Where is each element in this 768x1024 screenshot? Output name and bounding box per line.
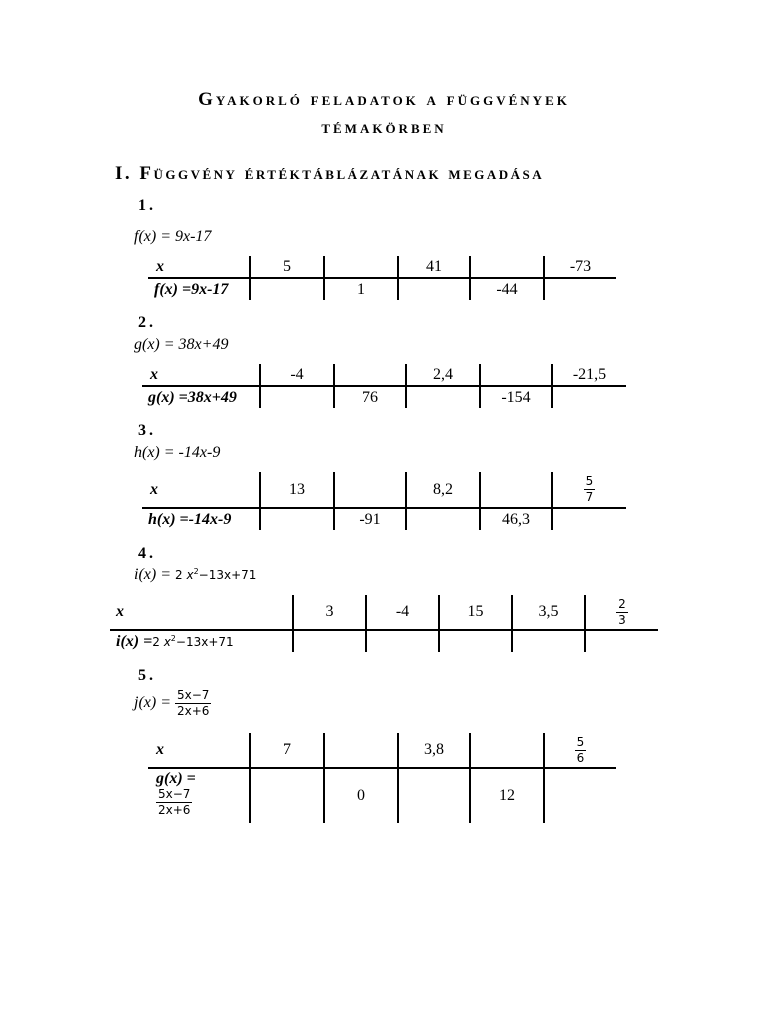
task-5-x-cell: 7: [250, 733, 324, 768]
formula-rest: −13x+71: [175, 634, 234, 649]
task-2-number: 2.: [138, 314, 156, 331]
task-4-f-cell: [293, 630, 366, 652]
task-1-f-cell: 1: [324, 278, 398, 300]
page-title: Gyakorló feladatok a függvények: [198, 89, 570, 110]
formula-rest: −13x+71: [198, 568, 257, 582]
task-2-x-cell: 2,4: [406, 364, 480, 386]
task-1-f-label: f(x) =9x-17: [154, 280, 229, 298]
task-1-value-table: [148, 256, 616, 300]
task-3-x-cell-fraction: [552, 472, 626, 508]
fraction-numerator: 2: [618, 596, 626, 611]
task-4-x-label: x: [110, 595, 293, 630]
task-3-f-cell: 46,3: [480, 508, 552, 530]
formula-var: x: [163, 634, 171, 649]
task-2-f-cell: [406, 386, 480, 408]
task-3-f-label: h(x) =-14x-9: [148, 510, 232, 528]
task-4-formula-prefix: i(x) =: [134, 566, 175, 583]
task-3-x-label: x: [142, 472, 260, 508]
task-4-number: 4.: [138, 545, 156, 562]
fraction-denominator: 2x+6: [158, 803, 191, 817]
task-1-formula: f(x) = 9x-17: [134, 228, 212, 245]
task-5-f-cell: 12: [470, 768, 544, 823]
task-3-f-cell: -91: [334, 508, 406, 530]
task-4-formula-math: [175, 568, 256, 582]
fraction-numerator: 5: [576, 734, 585, 749]
task-3-x-cell: [480, 472, 552, 508]
task-4-f-label: [110, 630, 293, 652]
task-4-f-cell: [512, 630, 585, 652]
task-4-f-cell: [585, 630, 658, 652]
task-2-x-cell: [480, 364, 552, 386]
task-3-x-cell: 13: [260, 472, 334, 508]
task-4-f-cell: [366, 630, 439, 652]
fraction-denominator: 3: [618, 612, 626, 627]
task-1-x-cell: 5: [250, 256, 324, 278]
task-5-f-cell: [544, 768, 616, 823]
fraction-numerator: 5x−7: [177, 688, 210, 702]
task-4-x-cell: -4: [366, 595, 439, 630]
task-2-f-label: g(x) =38x+49: [148, 388, 237, 406]
task-5-f-cell: [398, 768, 470, 823]
task-3-number: 3.: [138, 422, 156, 439]
task-2-f-cell: 76: [334, 386, 406, 408]
fraction-denominator: 7: [585, 490, 594, 504]
task-4-x-cell: 3,5: [512, 595, 585, 630]
task-1-x-cell: 41: [398, 256, 470, 278]
task-4-x-cell-fraction: [585, 595, 658, 630]
task-2-f-cell: [552, 386, 626, 408]
task-2-x-cell: -4: [260, 364, 334, 386]
task-5-number: 5.: [138, 667, 156, 684]
formula-coef: 2: [175, 568, 183, 582]
task-1-f-cell: [250, 278, 324, 300]
task-1-x-cell: -73: [544, 256, 616, 278]
task-1-number: 1.: [138, 197, 156, 214]
task-5-f-label: [148, 768, 250, 823]
formula-exp: 2: [170, 633, 176, 643]
task-1-f-cell: [544, 278, 616, 300]
task-3-x-cell: [334, 472, 406, 508]
task-5-value-table: [148, 733, 616, 823]
task-4-f-label-math: [152, 635, 233, 649]
task-5-f-label-prefix: g(x) =: [156, 770, 196, 787]
formula-coef: 2: [152, 634, 160, 649]
task-5-formula: [134, 688, 211, 719]
task-4-x-cell: 15: [439, 595, 512, 630]
task-2-value-table: [142, 364, 626, 408]
task-1-f-cell: [398, 278, 470, 300]
task-2-formula: g(x) = 38x+49: [134, 336, 229, 353]
task-2-x-label: x: [142, 364, 260, 386]
task-3-f-cell: [552, 508, 626, 530]
task-3-f-cell: [406, 508, 480, 530]
task-1-x-cell: [324, 256, 398, 278]
task-4-x-cell: 3: [293, 595, 366, 630]
task-2-f-cell: [260, 386, 334, 408]
fraction-denominator: 6: [576, 750, 585, 765]
task-1-f-cell: -44: [470, 278, 544, 300]
task-1-x-label: x: [148, 256, 250, 278]
task-2-x-cell: [334, 364, 406, 386]
fraction-numerator: 5x−7: [158, 787, 191, 801]
task-5-x-cell: 3,8: [398, 733, 470, 768]
section-title: I. Függvény értéktáblázatának megadása: [115, 163, 545, 184]
task-5-f-cell: 0: [324, 768, 398, 823]
task-3-f-cell: [260, 508, 334, 530]
task-4-f-cell: [439, 630, 512, 652]
task-5-x-cell: [470, 733, 544, 768]
page-title-line2: témakörben: [321, 117, 447, 138]
task-4-formula: [134, 566, 256, 584]
formula-exp: 2: [193, 567, 199, 576]
formula-var: x: [186, 568, 194, 582]
fraction-denominator: 2x+6: [177, 704, 210, 718]
task-4-value-table: [110, 595, 658, 652]
fraction-numerator: 5: [585, 474, 594, 488]
task-3-x-cell: 8,2: [406, 472, 480, 508]
task-2-f-cell: -154: [480, 386, 552, 408]
task-5-x-cell: [324, 733, 398, 768]
task-3-value-table: [142, 472, 626, 530]
task-5-x-cell-fraction: [544, 733, 616, 768]
task-4-f-label-prefix: i(x) =: [116, 632, 153, 650]
task-5-x-label: x: [148, 733, 250, 768]
task-5-formula-prefix: j(x) =: [134, 694, 175, 712]
task-1-x-cell: [470, 256, 544, 278]
task-3-formula: h(x) = -14x-9: [134, 444, 221, 461]
task-5-f-cell: [250, 768, 324, 823]
task-2-x-cell: -21,5: [552, 364, 626, 386]
